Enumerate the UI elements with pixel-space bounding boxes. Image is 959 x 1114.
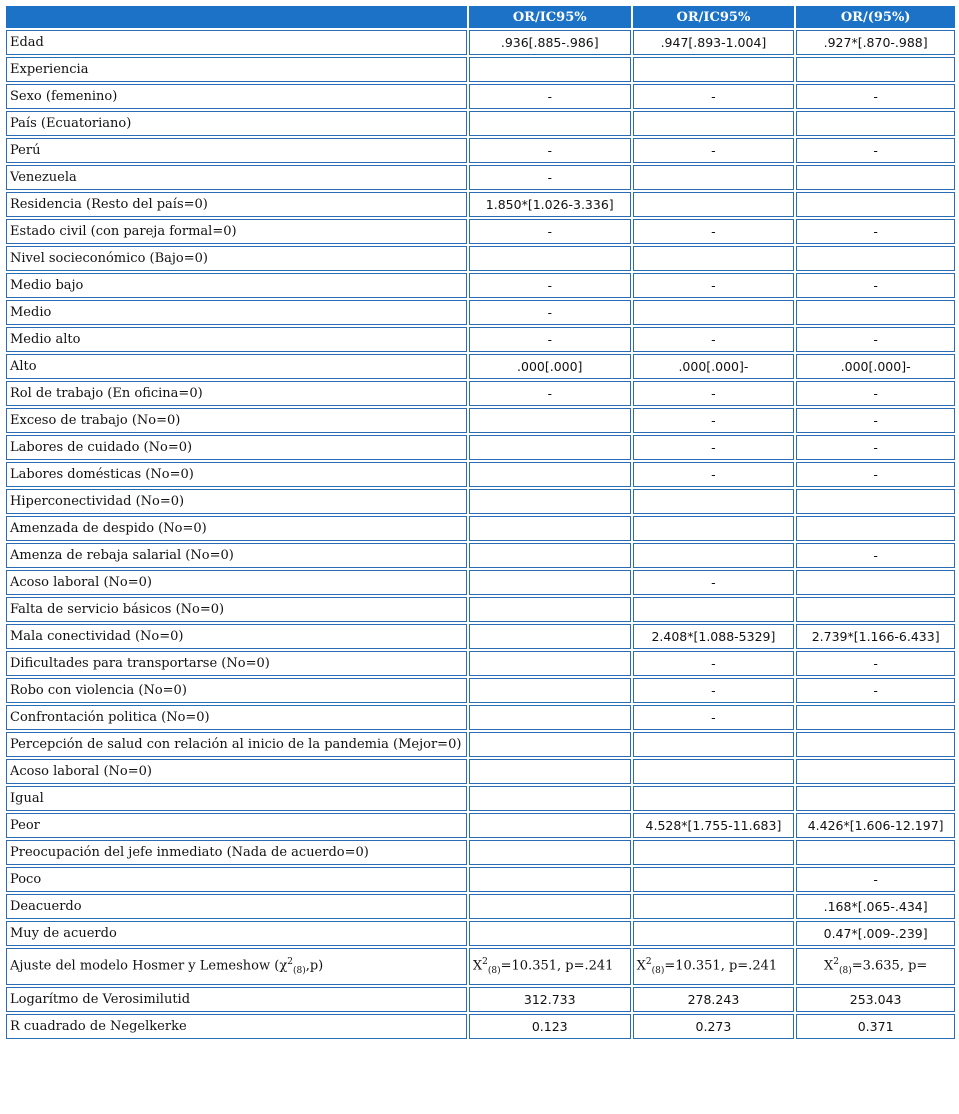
results-table (4, 4, 957, 1041)
fit-sup: 2 (287, 957, 293, 968)
table-row (6, 246, 955, 271)
row-label: Medio bajo (6, 273, 467, 298)
table-row (6, 987, 955, 1012)
value-cell-model-3: - (796, 219, 955, 244)
row-label: Sexo (femenino) (6, 84, 467, 109)
value-cell-model-1 (469, 894, 631, 919)
value-cell-model-2: - (633, 678, 795, 703)
value-cell-model-2 (633, 921, 795, 946)
value-cell-model-2: 4.528*[1.755-11.683] (633, 813, 795, 838)
value-cell-model-2: .000[.000]- (633, 354, 795, 379)
fit-x: X (636, 958, 646, 974)
value-cell-model-1: - (469, 300, 631, 325)
row-label: Exceso de trabajo (No=0) (6, 408, 467, 433)
tail-body (6, 987, 955, 1039)
value-cell-model-1 (469, 759, 631, 784)
value-cell-model-2 (633, 786, 795, 811)
row-label: Logarítmo de Verosimilutid (6, 987, 467, 1012)
value-cell-model-1: - (469, 219, 631, 244)
table-row (6, 597, 955, 622)
value-cell-model-1 (469, 921, 631, 946)
header-row (6, 6, 955, 28)
value-cell-model-3 (796, 165, 955, 190)
value-cell-model-1 (469, 786, 631, 811)
fit-label-pre: Ajuste del modelo Hosmer y Lemeshow ( (10, 958, 280, 974)
table-row (6, 84, 955, 109)
row-label: Residencia (Resto del país=0) (6, 192, 467, 217)
value-cell-model-2 (633, 840, 795, 865)
table-row (6, 435, 955, 460)
value-cell-model-1 (469, 516, 631, 541)
value-cell-model-3: .927*[.870-.988] (796, 30, 955, 55)
table-row (6, 111, 955, 136)
value-cell-model-1 (469, 489, 631, 514)
value-cell-model-3: - (796, 381, 955, 406)
row-label: Labores de cuidado (No=0) (6, 435, 467, 460)
value-cell-model-1: - (469, 381, 631, 406)
fit-value: =10.351, p=.241 (500, 958, 614, 974)
value-cell-model-2: - (633, 462, 795, 487)
value-cell-model-3: 2.739*[1.166-6.433] (796, 624, 955, 649)
value-cell-model-3: 0.371 (796, 1014, 955, 1039)
value-cell-model-3: - (796, 543, 955, 568)
value-cell-model-3 (796, 732, 955, 757)
header-blank (6, 6, 467, 28)
row-label: Preocupación del jefe inmediato (Nada de acuerdo=0) (6, 840, 467, 865)
value-cell-model-1: 0.123 (469, 1014, 631, 1039)
value-cell-model-1: - (469, 273, 631, 298)
value-cell-model-2: - (633, 219, 795, 244)
row-label: Hiperconectividad (No=0) (6, 489, 467, 514)
fit-x-sub: (8) (487, 965, 501, 976)
value-cell-model-1 (469, 678, 631, 703)
fit-cell-3 (796, 948, 955, 985)
value-cell-model-1 (469, 435, 631, 460)
header-model-2: OR/IC95% (633, 6, 795, 28)
value-cell-model-1: - (469, 138, 631, 163)
value-cell-model-1: 1.850*[1.026-3.336] (469, 192, 631, 217)
table-row (6, 786, 955, 811)
value-cell-model-1: 312.733 (469, 987, 631, 1012)
row-label: Percepción de salud con relación al inicio de la pandemia (Mejor=0) (6, 732, 467, 757)
header-model-1: OR/IC95% (469, 6, 631, 28)
row-label: Acoso laboral (No=0) (6, 570, 467, 595)
value-cell-model-2: - (633, 84, 795, 109)
row-label: Experiencia (6, 57, 467, 82)
row-label: Perú (6, 138, 467, 163)
table-row (6, 327, 955, 352)
value-cell-model-2: - (633, 273, 795, 298)
table-row (6, 273, 955, 298)
header-model-3: OR/(95%) (796, 6, 955, 28)
value-cell-model-1 (469, 732, 631, 757)
table-row (6, 624, 955, 649)
row-label: Labores domésticas (No=0) (6, 462, 467, 487)
value-cell-model-2 (633, 759, 795, 784)
value-cell-model-2: 2.408*[1.088-5329] (633, 624, 795, 649)
row-label: País (Ecuatoriano) (6, 111, 467, 136)
fit-value: =10.351, p=.241 (664, 958, 778, 974)
fit-x-sup: 2 (833, 957, 839, 968)
value-cell-model-2 (633, 300, 795, 325)
fit-x-sup: 2 (645, 957, 652, 968)
value-cell-model-3 (796, 516, 955, 541)
table-row (6, 381, 955, 406)
value-cell-model-2 (633, 489, 795, 514)
value-cell-model-3: - (796, 435, 955, 460)
fit-value: =3.635, p= (851, 958, 928, 974)
value-cell-model-1 (469, 624, 631, 649)
table-row (6, 678, 955, 703)
value-cell-model-3 (796, 840, 955, 865)
table-row (6, 1014, 955, 1039)
value-cell-model-3 (796, 246, 955, 271)
value-cell-model-2: - (633, 435, 795, 460)
value-cell-model-3 (796, 705, 955, 730)
table-row (6, 651, 955, 676)
value-cell-model-3: - (796, 408, 955, 433)
value-cell-model-1 (469, 462, 631, 487)
fit-x: X (823, 958, 834, 974)
table-row (6, 894, 955, 919)
table-row (6, 732, 955, 757)
value-cell-model-2 (633, 894, 795, 919)
table-row (6, 543, 955, 568)
fit-x-sub: (8) (838, 965, 852, 976)
table-row (6, 516, 955, 541)
table-row (6, 219, 955, 244)
value-cell-model-1: .936[.885-.986] (469, 30, 631, 55)
value-cell-model-3 (796, 300, 955, 325)
value-cell-model-1 (469, 408, 631, 433)
value-cell-model-2: - (633, 381, 795, 406)
row-label: Estado civil (con pareja formal=0) (6, 219, 467, 244)
value-cell-model-3 (796, 57, 955, 82)
row-label: Poco (6, 867, 467, 892)
value-cell-model-2: - (633, 705, 795, 730)
row-label: Falta de servicio básicos (No=0) (6, 597, 467, 622)
table-row (6, 921, 955, 946)
value-cell-model-1: .000[.000] (469, 354, 631, 379)
value-cell-model-1: - (469, 84, 631, 109)
value-cell-model-3: - (796, 867, 955, 892)
value-cell-model-3 (796, 570, 955, 595)
value-cell-model-2: - (633, 408, 795, 433)
table-row (6, 30, 955, 55)
fit-x: X (472, 958, 483, 974)
value-cell-model-1: - (469, 327, 631, 352)
value-cell-model-1 (469, 813, 631, 838)
row-label: Deacuerdo (6, 894, 467, 919)
value-cell-model-3 (796, 192, 955, 217)
value-cell-model-2: - (633, 651, 795, 676)
row-label: Mala conectividad (No=0) (6, 624, 467, 649)
table-row (6, 813, 955, 838)
row-label: Medio alto (6, 327, 467, 352)
value-cell-model-3 (796, 489, 955, 514)
row-label: Nivel socieconómico (Bajo=0) (6, 246, 467, 271)
table-row (6, 462, 955, 487)
table-body (6, 30, 955, 946)
value-cell-model-3: - (796, 84, 955, 109)
value-cell-model-2: 0.273 (633, 1014, 795, 1039)
value-cell-model-1 (469, 570, 631, 595)
fit-sub: (8) (292, 965, 306, 976)
value-cell-model-1 (469, 651, 631, 676)
value-cell-model-2 (633, 867, 795, 892)
row-label: Alto (6, 354, 467, 379)
table-row (6, 300, 955, 325)
row-label: Acoso laboral (No=0) (6, 759, 467, 784)
value-cell-model-2 (633, 732, 795, 757)
value-cell-model-3 (796, 111, 955, 136)
value-cell-model-3: - (796, 678, 955, 703)
value-cell-model-2: 278.243 (633, 987, 795, 1012)
row-label: Amenza de rebaja salarial (No=0) (6, 543, 467, 568)
table-row (6, 489, 955, 514)
value-cell-model-3 (796, 759, 955, 784)
value-cell-model-1 (469, 597, 631, 622)
row-label: Confrontación politica (No=0) (6, 705, 467, 730)
row-label: Amenzada de despido (No=0) (6, 516, 467, 541)
table-row (6, 354, 955, 379)
table-row (6, 192, 955, 217)
row-label: Dificultades para transportarse (No=0) (6, 651, 467, 676)
value-cell-model-2: - (633, 327, 795, 352)
table-row (6, 57, 955, 82)
fit-cell-1 (469, 948, 631, 985)
fit-x-sup: 2 (482, 957, 488, 968)
value-cell-model-1 (469, 57, 631, 82)
value-cell-model-2: - (633, 570, 795, 595)
row-label (6, 948, 467, 985)
value-cell-model-1 (469, 543, 631, 568)
table-row (6, 165, 955, 190)
value-cell-model-1 (469, 840, 631, 865)
value-cell-model-2 (633, 57, 795, 82)
value-cell-model-3 (796, 597, 955, 622)
value-cell-model-2: .947[.893-1.004] (633, 30, 795, 55)
hosmer-lemeshow-row (6, 948, 955, 985)
table-row (6, 705, 955, 730)
value-cell-model-1: - (469, 165, 631, 190)
value-cell-model-3 (796, 786, 955, 811)
fit-x-sub: (8) (651, 965, 665, 976)
value-cell-model-2 (633, 192, 795, 217)
value-cell-model-3: - (796, 273, 955, 298)
value-cell-model-2 (633, 543, 795, 568)
value-cell-model-2 (633, 165, 795, 190)
row-label: Venezuela (6, 165, 467, 190)
value-cell-model-3: .168*[.065-.434] (796, 894, 955, 919)
fit-body (6, 948, 955, 985)
value-cell-model-1 (469, 867, 631, 892)
table-row (6, 570, 955, 595)
value-cell-model-2 (633, 597, 795, 622)
row-label: Rol de trabajo (En oficina=0) (6, 381, 467, 406)
table-row (6, 138, 955, 163)
value-cell-model-3: 0.47*[.009-.239] (796, 921, 955, 946)
row-label: Muy de acuerdo (6, 921, 467, 946)
value-cell-model-3: - (796, 327, 955, 352)
fit-chi: χ (279, 958, 288, 974)
row-label: Robo con violencia (No=0) (6, 678, 467, 703)
value-cell-model-2 (633, 246, 795, 271)
fit-cell-2 (633, 948, 795, 985)
value-cell-model-2 (633, 111, 795, 136)
value-cell-model-3: - (796, 462, 955, 487)
table-row (6, 408, 955, 433)
value-cell-model-2: - (633, 138, 795, 163)
value-cell-model-2 (633, 516, 795, 541)
value-cell-model-3: - (796, 138, 955, 163)
table-row (6, 840, 955, 865)
value-cell-model-1 (469, 246, 631, 271)
value-cell-model-3: .000[.000]- (796, 354, 955, 379)
row-label: Medio (6, 300, 467, 325)
value-cell-model-3: 253.043 (796, 987, 955, 1012)
value-cell-model-1 (469, 705, 631, 730)
value-cell-model-3: 4.426*[1.606-12.197] (796, 813, 955, 838)
value-cell-model-3: - (796, 651, 955, 676)
value-cell-model-1 (469, 111, 631, 136)
fit-label-post: ,p) (305, 958, 324, 974)
row-label: Peor (6, 813, 467, 838)
table-row (6, 867, 955, 892)
row-label: Igual (6, 786, 467, 811)
table-row (6, 759, 955, 784)
row-label: Edad (6, 30, 467, 55)
row-label: R cuadrado de Negelkerke (6, 1014, 467, 1039)
